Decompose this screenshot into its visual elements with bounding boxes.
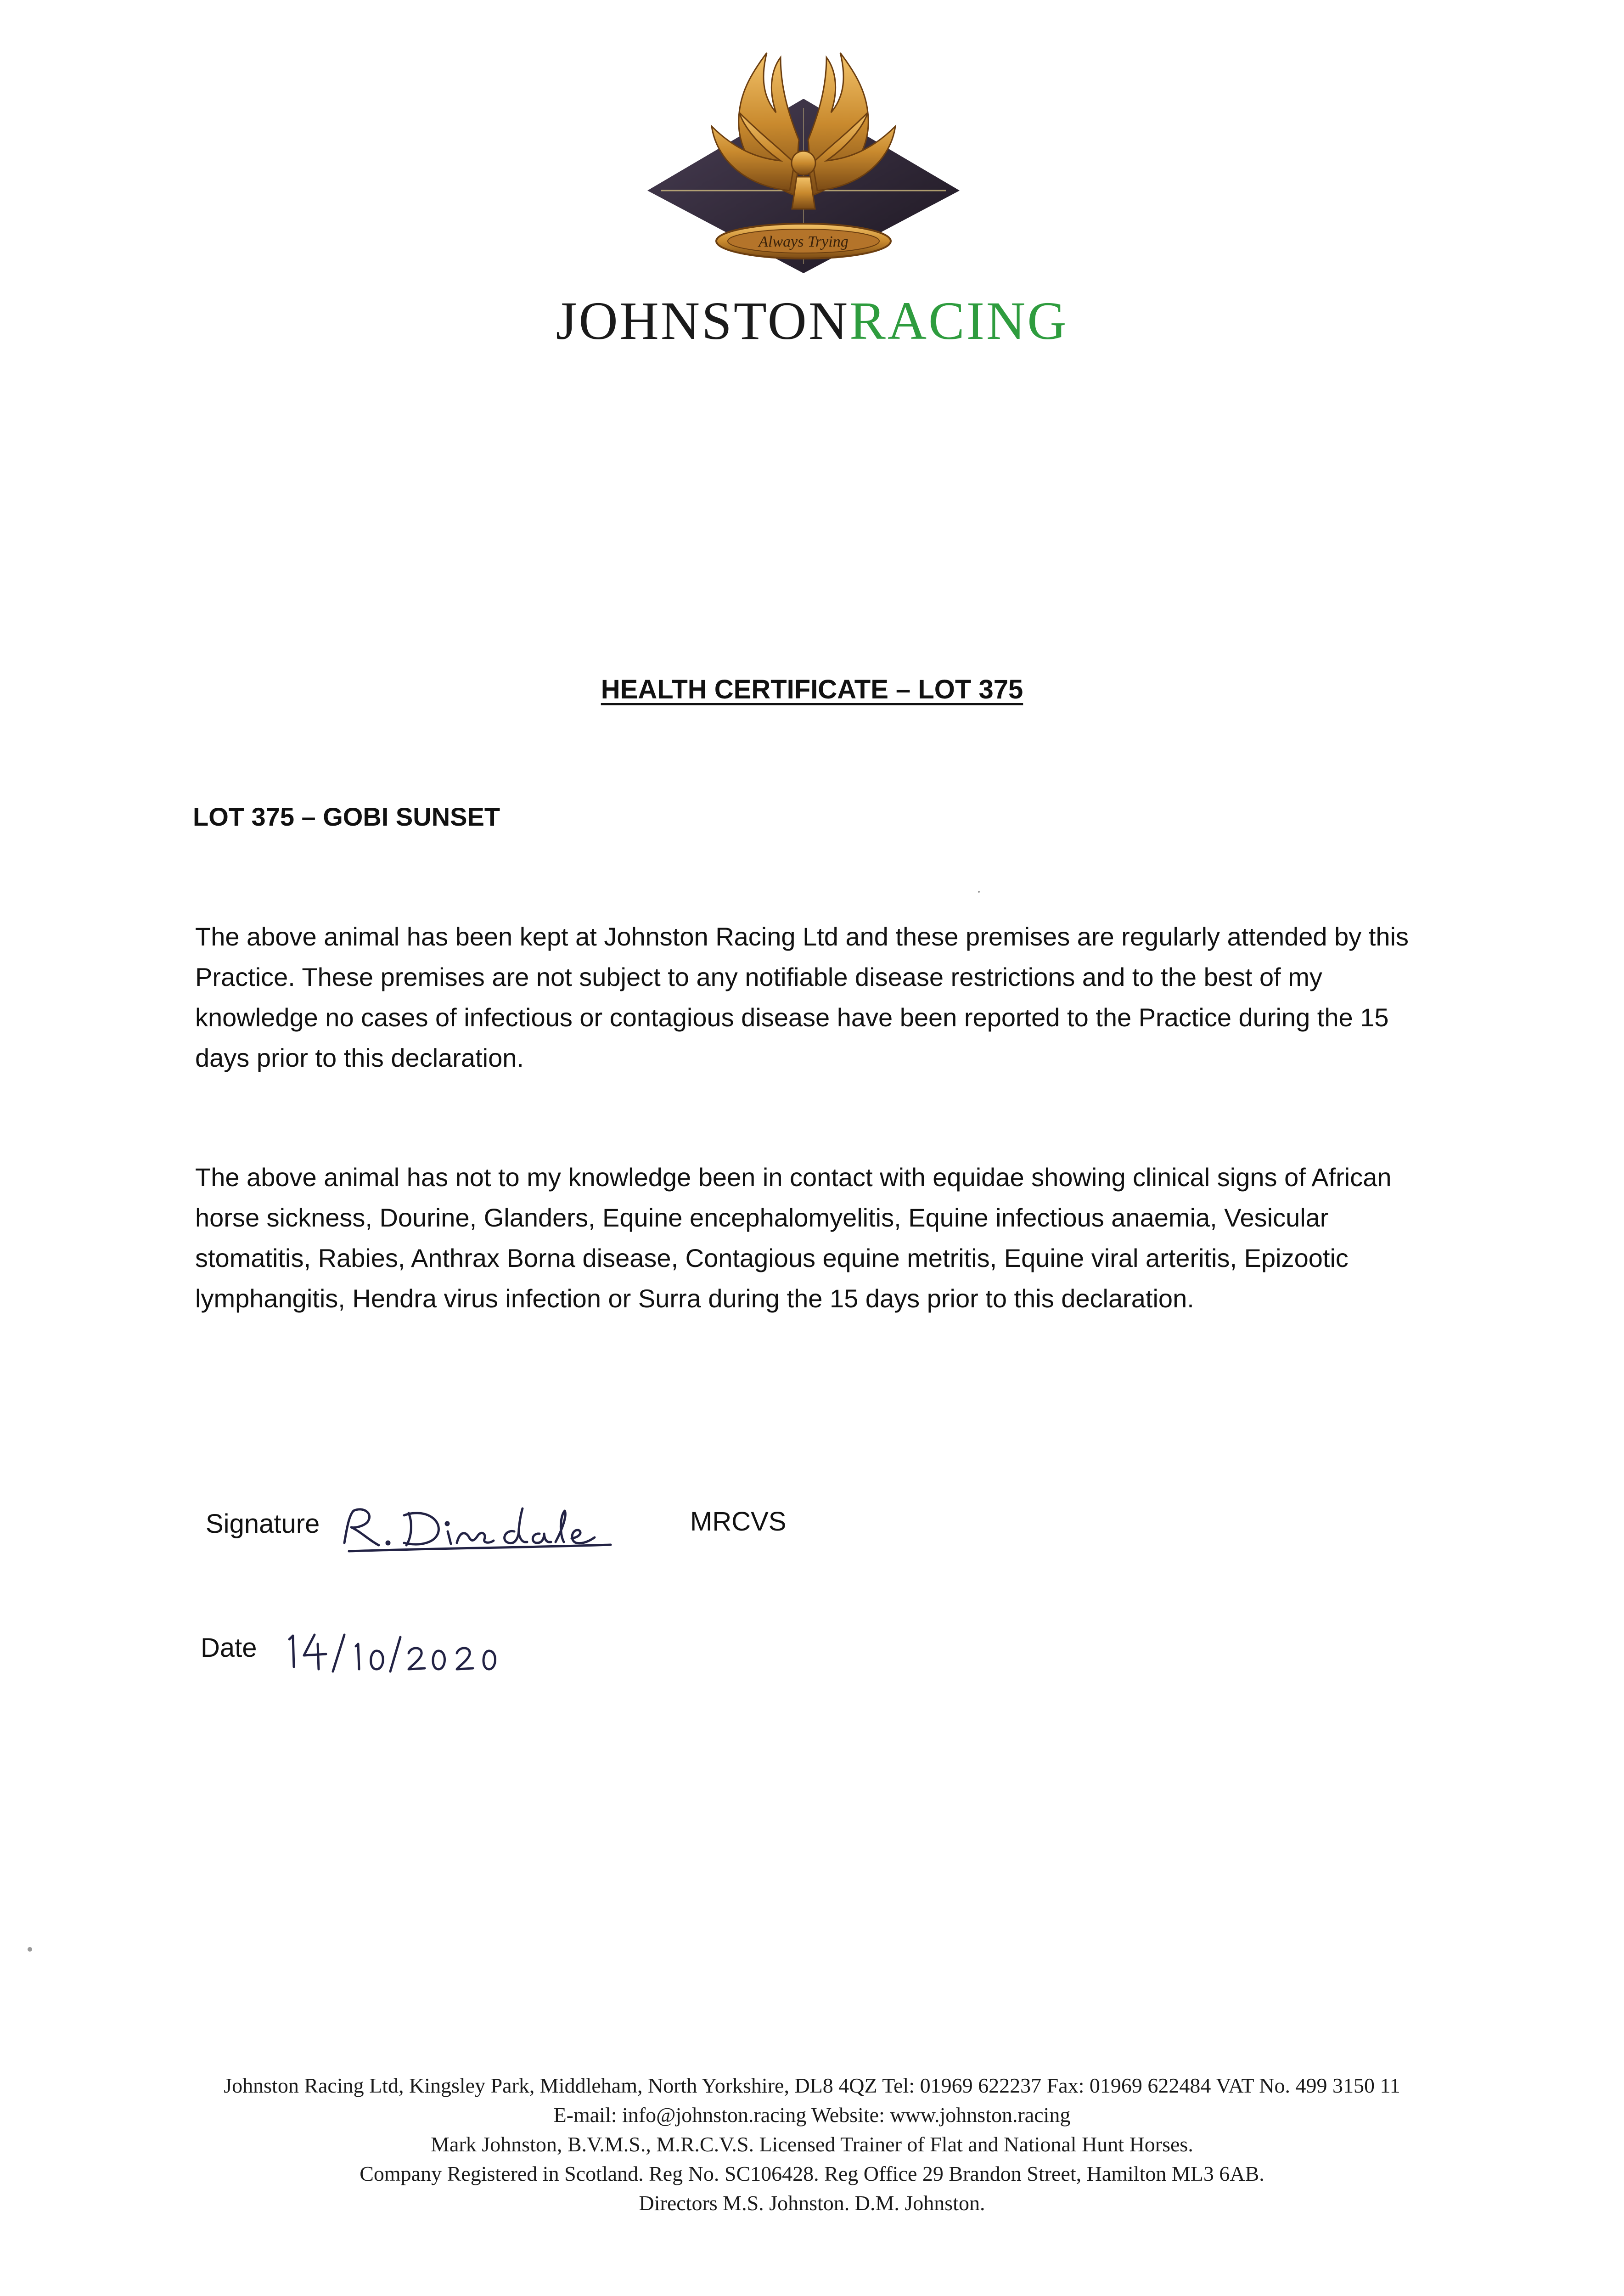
signature-label: Signature bbox=[206, 1509, 320, 1539]
qualification-mrcvs: MRCVS bbox=[690, 1507, 787, 1536]
declaration-paragraph-contact: The above animal has not to my knowledge been in contact with equidae showing clinical signs of African horse sickness, Dourine, Glanders, Equine encephalomyelitis, Equine infectious anaemia, Vesicular stomatitis, Rabies, Anthrax Borna disease, Contagious equine metritis, Equine viral arteritis, Epizootic lymphangitis, Hendra virus infection or Surra during the 15 days prior to this declaration. bbox=[195, 1163, 1392, 1313]
date-label: Date bbox=[201, 1633, 257, 1663]
declaration-paragraph-premises: The above animal has been kept at Johnston Racing Ltd and these premises are regularly attended by this Practice. These premises are not subject to any notifiable disease restrictions and to the best of my knowledge no cases of infectious or contagious disease have been reported to the Practice during the 15 days prior to this declaration. bbox=[195, 922, 1409, 1072]
footer-directors-line: Directors M.S. Johnston. D.M. Johnston. bbox=[639, 2191, 985, 2215]
brand-racing: RACING bbox=[849, 291, 1068, 351]
footer-contact-line: E-mail: info@johnston.racing Website: www.johnston.racing bbox=[553, 2103, 1071, 2127]
lot-heading: LOT 375 – GOBI SUNSET bbox=[193, 802, 500, 831]
brand-wordmark bbox=[0, 291, 1624, 351]
company-footer bbox=[0, 2071, 1624, 2218]
footer-registration-line: Company Registered in Scotland. Reg No. SC106428. Reg Office 29 Brandon Street, Hamilton ML3 6AB. bbox=[360, 2162, 1264, 2185]
brand-johnston: JOHNSTON bbox=[556, 291, 850, 351]
footer-trainer-line: Mark Johnston, B.V.M.S., M.R.C.V.S. Licensed Trainer of Flat and National Hunt Horses. bbox=[431, 2133, 1193, 2156]
footer-address-line: Johnston Racing Ltd, Kingsley Park, Middleham, North Yorkshire, DL8 4QZ Tel: 01969 622237 Fax: 01969 622484 VAT No. 499 3150 11 bbox=[224, 2074, 1400, 2097]
scan-speck bbox=[28, 1947, 32, 1952]
scan-speck bbox=[978, 891, 980, 893]
logo-motto: Always Trying bbox=[759, 233, 849, 250]
certificate-title: HEALTH CERTIFICATE – LOT 375 bbox=[601, 675, 1023, 704]
johnston-racing-logo bbox=[643, 44, 964, 282]
handwritten-signature bbox=[335, 1497, 629, 1557]
handwritten-date bbox=[280, 1626, 510, 1676]
